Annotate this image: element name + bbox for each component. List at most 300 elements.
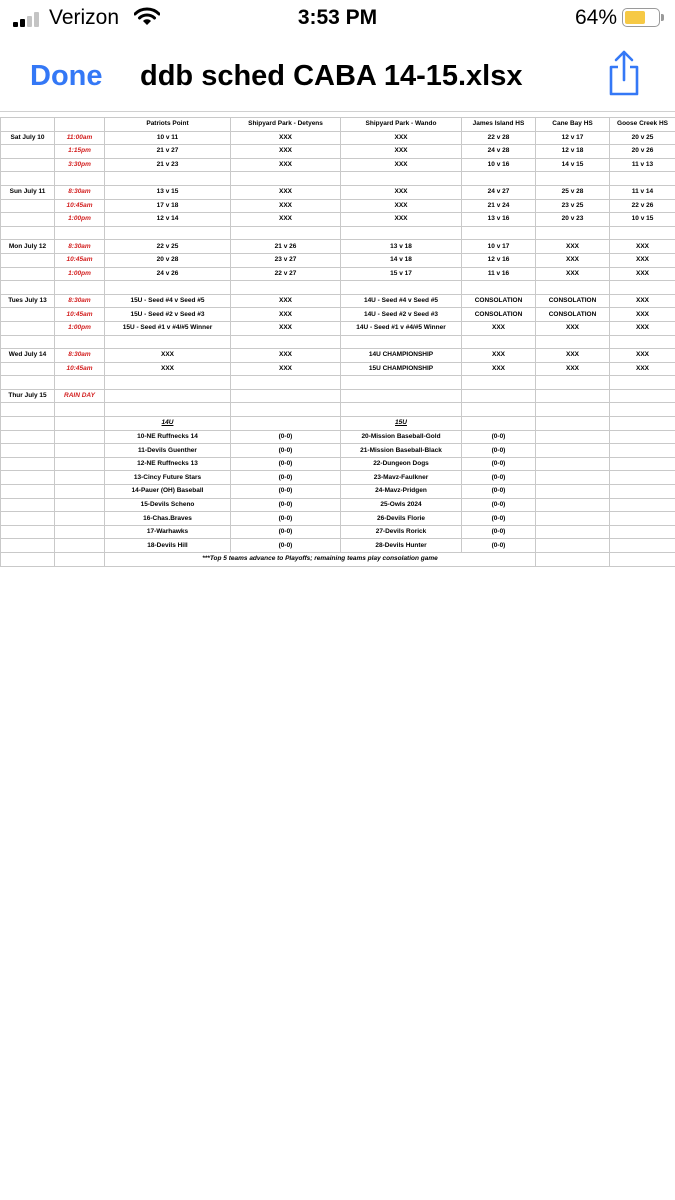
cell bbox=[1, 253, 55, 267]
game-cell: XXX bbox=[231, 131, 341, 145]
game-cell: XXX bbox=[610, 294, 675, 308]
cell bbox=[231, 172, 341, 186]
team-record: (0-0) bbox=[462, 457, 536, 471]
cell bbox=[105, 403, 231, 417]
team-15u: 27-Devils Rorick bbox=[341, 525, 462, 539]
cell bbox=[462, 281, 536, 295]
game-cell: 20 v 26 bbox=[610, 145, 675, 159]
venue-header: Patriots Point bbox=[105, 118, 231, 132]
time-slot: 10:45am bbox=[55, 253, 105, 267]
time-slot: 3:30pm bbox=[55, 158, 105, 172]
team-14u: 11-Devils Guenther bbox=[105, 444, 231, 458]
cell bbox=[462, 226, 536, 240]
game-cell: XXX bbox=[536, 362, 610, 376]
game-cell: 13 v 15 bbox=[105, 185, 231, 199]
cell bbox=[1, 213, 55, 227]
cell bbox=[105, 335, 231, 349]
game-cell: 14U - Seed #4 v Seed #5 bbox=[341, 294, 462, 308]
cell bbox=[536, 553, 610, 567]
time-slot: RAIN DAY bbox=[55, 389, 105, 403]
spreadsheet[interactable] bbox=[0, 117, 675, 567]
team-15u: 23-Mavz-Faulkner bbox=[341, 471, 462, 485]
team-row bbox=[1, 444, 675, 458]
cell bbox=[55, 539, 105, 553]
cell bbox=[231, 376, 341, 390]
game-cell: XXX bbox=[610, 349, 675, 363]
cell bbox=[610, 444, 675, 458]
team-15u: 24-Mavz-Pridgen bbox=[341, 485, 462, 499]
cell bbox=[1, 525, 55, 539]
game-cell: 20 v 28 bbox=[105, 253, 231, 267]
cell bbox=[610, 417, 675, 431]
share-icon[interactable] bbox=[606, 50, 642, 98]
schedule-row bbox=[1, 199, 675, 213]
cell bbox=[536, 485, 610, 499]
game-cell: 17 v 18 bbox=[105, 199, 231, 213]
time-slot: 10:45am bbox=[55, 308, 105, 322]
game-cell: XXX bbox=[341, 213, 462, 227]
team-record: (0-0) bbox=[462, 444, 536, 458]
game-cell: XXX bbox=[610, 240, 675, 254]
cell bbox=[1, 145, 55, 159]
cell bbox=[55, 444, 105, 458]
cell bbox=[610, 335, 675, 349]
game-cell: 23 v 25 bbox=[536, 199, 610, 213]
game-cell bbox=[341, 389, 462, 403]
game-cell: 14U CHAMPIONSHIP bbox=[341, 349, 462, 363]
game-cell: CONSOLATION bbox=[462, 308, 536, 322]
time-slot: 10:45am bbox=[55, 362, 105, 376]
schedule-row bbox=[1, 131, 675, 145]
game-cell: 20 v 25 bbox=[610, 131, 675, 145]
game-cell: 15U CHAMPIONSHIP bbox=[341, 362, 462, 376]
day-label: Sun July 11 bbox=[1, 185, 55, 199]
venue-header: Shipyard Park - Detyens bbox=[231, 118, 341, 132]
cell bbox=[55, 485, 105, 499]
game-cell: XXX bbox=[610, 362, 675, 376]
team-record: (0-0) bbox=[462, 525, 536, 539]
cell bbox=[610, 512, 675, 526]
game-cell bbox=[231, 389, 341, 403]
game-cell: 21 v 27 bbox=[105, 145, 231, 159]
time-slot: 1:00pm bbox=[55, 213, 105, 227]
game-cell: 13 v 16 bbox=[462, 213, 536, 227]
game-cell: 10 v 16 bbox=[462, 158, 536, 172]
cell bbox=[105, 226, 231, 240]
schedule-row bbox=[1, 145, 675, 159]
cell bbox=[610, 498, 675, 512]
status-time: 3:53 PM bbox=[297, 6, 378, 29]
schedule-row bbox=[1, 308, 675, 322]
cell bbox=[55, 512, 105, 526]
cell bbox=[55, 281, 105, 295]
carrier-name: Verizon bbox=[49, 6, 120, 29]
team-15u: 20-Mission Baseball-Gold bbox=[341, 430, 462, 444]
cell bbox=[1, 444, 55, 458]
cell bbox=[341, 376, 462, 390]
game-cell: 13 v 18 bbox=[341, 240, 462, 254]
cell bbox=[536, 376, 610, 390]
done-button[interactable]: Done bbox=[30, 60, 103, 92]
cell bbox=[610, 457, 675, 471]
game-cell: CONSOLATION bbox=[536, 308, 610, 322]
team-15u: 25-Owls 2024 bbox=[341, 498, 462, 512]
game-cell bbox=[462, 389, 536, 403]
time-slot: 1:15pm bbox=[55, 145, 105, 159]
game-cell: 15U - Seed #2 v Seed #3 bbox=[105, 308, 231, 322]
game-cell: 23 v 27 bbox=[231, 253, 341, 267]
game-cell: XXX bbox=[231, 362, 341, 376]
cell bbox=[536, 444, 610, 458]
game-cell: 24 v 28 bbox=[462, 145, 536, 159]
game-cell: XXX bbox=[231, 199, 341, 213]
blank-row bbox=[1, 281, 675, 295]
cell bbox=[536, 525, 610, 539]
game-cell: 11 v 16 bbox=[462, 267, 536, 281]
game-cell: CONSOLATION bbox=[536, 294, 610, 308]
schedule-row bbox=[1, 389, 675, 403]
footnote-row bbox=[1, 553, 675, 567]
battery-icon bbox=[622, 8, 660, 27]
game-cell bbox=[536, 389, 610, 403]
cell bbox=[55, 471, 105, 485]
cell bbox=[231, 417, 341, 431]
cell bbox=[536, 457, 610, 471]
game-cell: 12 v 17 bbox=[536, 131, 610, 145]
team-record: (0-0) bbox=[231, 485, 341, 499]
blank-row bbox=[1, 226, 675, 240]
cell bbox=[610, 403, 675, 417]
game-cell: XXX bbox=[341, 145, 462, 159]
game-cell: 15U - Seed #1 v #4/#5 Winner bbox=[105, 321, 231, 335]
blank-row bbox=[1, 403, 675, 417]
game-cell: XXX bbox=[341, 131, 462, 145]
game-cell: 11 v 14 bbox=[610, 185, 675, 199]
game-cell: XXX bbox=[536, 267, 610, 281]
cell bbox=[105, 376, 231, 390]
game-cell: XXX bbox=[105, 349, 231, 363]
cell bbox=[231, 403, 341, 417]
game-cell: XXX bbox=[341, 199, 462, 213]
game-cell: 14U - Seed #1 v #4/#5 Winner bbox=[341, 321, 462, 335]
game-cell: XXX bbox=[462, 321, 536, 335]
cell bbox=[536, 430, 610, 444]
cell bbox=[341, 281, 462, 295]
time-slot: 8:30am bbox=[55, 185, 105, 199]
cell bbox=[55, 118, 105, 132]
game-cell: 22 v 26 bbox=[610, 199, 675, 213]
game-cell: XXX bbox=[231, 349, 341, 363]
cell bbox=[55, 525, 105, 539]
cell bbox=[462, 376, 536, 390]
game-cell: XXX bbox=[231, 185, 341, 199]
cell bbox=[610, 553, 675, 567]
schedule-row bbox=[1, 362, 675, 376]
cell bbox=[1, 321, 55, 335]
cell bbox=[1, 172, 55, 186]
team-14u: 10-NE Ruffnecks 14 bbox=[105, 430, 231, 444]
game-cell: XXX bbox=[462, 362, 536, 376]
schedule-row bbox=[1, 349, 675, 363]
game-cell: XXX bbox=[536, 240, 610, 254]
team-14u: 12-NE Ruffnecks 13 bbox=[105, 457, 231, 471]
cell bbox=[1, 281, 55, 295]
cell bbox=[536, 281, 610, 295]
schedule-row bbox=[1, 158, 675, 172]
cell bbox=[610, 376, 675, 390]
team-record: (0-0) bbox=[231, 498, 341, 512]
day-label: Wed July 14 bbox=[1, 349, 55, 363]
cell bbox=[536, 172, 610, 186]
venue-header: Cane Bay HS bbox=[536, 118, 610, 132]
cell bbox=[536, 471, 610, 485]
team-record: (0-0) bbox=[231, 525, 341, 539]
time-slot: 8:30am bbox=[55, 294, 105, 308]
navigation-bar bbox=[0, 38, 675, 110]
cell bbox=[462, 403, 536, 417]
cell bbox=[231, 226, 341, 240]
game-cell: 20 v 23 bbox=[536, 213, 610, 227]
schedule-table bbox=[0, 117, 675, 567]
blank-row bbox=[1, 376, 675, 390]
team-record: (0-0) bbox=[231, 539, 341, 553]
division-15u-label: 15U bbox=[395, 419, 407, 427]
cell bbox=[610, 471, 675, 485]
game-cell: XXX bbox=[536, 253, 610, 267]
cell bbox=[1, 308, 55, 322]
cell bbox=[105, 172, 231, 186]
game-cell: XXX bbox=[231, 213, 341, 227]
game-cell: XXX bbox=[231, 294, 341, 308]
cell bbox=[1, 362, 55, 376]
game-cell: XXX bbox=[536, 349, 610, 363]
battery-level-fill bbox=[625, 11, 645, 24]
division-14u-label: 14U bbox=[161, 419, 174, 427]
team-record: (0-0) bbox=[231, 512, 341, 526]
game-cell: 15U - Seed #4 v Seed #5 bbox=[105, 294, 231, 308]
cell bbox=[341, 417, 462, 431]
team-row bbox=[1, 457, 675, 471]
cell bbox=[462, 417, 536, 431]
team-record: (0-0) bbox=[462, 430, 536, 444]
game-cell: XXX bbox=[105, 362, 231, 376]
cell bbox=[1, 457, 55, 471]
team-record: (0-0) bbox=[231, 457, 341, 471]
schedule-row bbox=[1, 253, 675, 267]
cell bbox=[231, 335, 341, 349]
day-label: Sat July 10 bbox=[1, 131, 55, 145]
cell bbox=[55, 553, 105, 567]
game-cell: 22 v 25 bbox=[105, 240, 231, 254]
cell bbox=[55, 172, 105, 186]
game-cell: 24 v 27 bbox=[462, 185, 536, 199]
time-slot: 8:30am bbox=[55, 240, 105, 254]
team-14u: 17-Warhawks bbox=[105, 525, 231, 539]
game-cell: 24 v 26 bbox=[105, 267, 231, 281]
cell bbox=[536, 498, 610, 512]
cell bbox=[1, 403, 55, 417]
game-cell: XXX bbox=[231, 158, 341, 172]
cell bbox=[536, 403, 610, 417]
game-cell: XXX bbox=[231, 145, 341, 159]
schedule-row bbox=[1, 213, 675, 227]
cell bbox=[55, 403, 105, 417]
footnote: ***Top 5 teams advance to Playoffs; remaining teams play consolation game bbox=[105, 553, 536, 567]
cell bbox=[105, 417, 231, 431]
venue-header: Goose Creek HS bbox=[610, 118, 675, 132]
game-cell: 21 v 24 bbox=[462, 199, 536, 213]
cell bbox=[1, 199, 55, 213]
game-cell: XXX bbox=[341, 185, 462, 199]
cell bbox=[55, 376, 105, 390]
game-cell: 12 v 18 bbox=[536, 145, 610, 159]
cell bbox=[1, 512, 55, 526]
team-record: (0-0) bbox=[231, 430, 341, 444]
schedule-row bbox=[1, 185, 675, 199]
game-cell bbox=[105, 389, 231, 403]
cell bbox=[341, 403, 462, 417]
cell bbox=[610, 525, 675, 539]
team-15u: 22-Dungeon Dogs bbox=[341, 457, 462, 471]
day-label: Mon July 12 bbox=[1, 240, 55, 254]
cell bbox=[1, 498, 55, 512]
cell bbox=[105, 281, 231, 295]
game-cell: XXX bbox=[610, 308, 675, 322]
team-15u: 28-Devils Hunter bbox=[341, 539, 462, 553]
cell bbox=[55, 498, 105, 512]
time-slot: 8:30am bbox=[55, 349, 105, 363]
game-cell: XXX bbox=[536, 321, 610, 335]
cell bbox=[610, 539, 675, 553]
day-label: Thur July 15 bbox=[1, 389, 55, 403]
schedule-row bbox=[1, 294, 675, 308]
game-cell: 10 v 11 bbox=[105, 131, 231, 145]
venue-header: Shipyard Park - Wando bbox=[341, 118, 462, 132]
cell bbox=[231, 281, 341, 295]
time-slot: 10:45am bbox=[55, 199, 105, 213]
team-record: (0-0) bbox=[462, 485, 536, 499]
team-record: (0-0) bbox=[231, 444, 341, 458]
day-label: Tues July 13 bbox=[1, 294, 55, 308]
game-cell: 14U - Seed #2 v Seed #3 bbox=[341, 308, 462, 322]
cell bbox=[1, 539, 55, 553]
status-bar bbox=[0, 0, 675, 38]
game-cell: 12 v 16 bbox=[462, 253, 536, 267]
game-cell: XXX bbox=[610, 321, 675, 335]
cell bbox=[536, 417, 610, 431]
game-cell: CONSOLATION bbox=[462, 294, 536, 308]
cell bbox=[1, 335, 55, 349]
team-15u: 26-Devils Florie bbox=[341, 512, 462, 526]
cell bbox=[1, 226, 55, 240]
cell bbox=[610, 226, 675, 240]
cell bbox=[610, 430, 675, 444]
game-cell: 15 v 17 bbox=[341, 267, 462, 281]
game-cell bbox=[610, 389, 675, 403]
game-cell: 14 v 15 bbox=[536, 158, 610, 172]
cell bbox=[1, 471, 55, 485]
cell bbox=[536, 226, 610, 240]
cell bbox=[610, 172, 675, 186]
team-14u: 14-Pauer (OH) Baseball bbox=[105, 485, 231, 499]
team-row bbox=[1, 512, 675, 526]
team-row bbox=[1, 525, 675, 539]
game-cell: 25 v 28 bbox=[536, 185, 610, 199]
game-cell: 21 v 26 bbox=[231, 240, 341, 254]
team-14u: 16-Chas.Braves bbox=[105, 512, 231, 526]
header-row bbox=[1, 118, 675, 132]
cell bbox=[536, 335, 610, 349]
game-cell: XXX bbox=[341, 158, 462, 172]
game-cell: 12 v 14 bbox=[105, 213, 231, 227]
team-14u: 13-Cincy Future Stars bbox=[105, 471, 231, 485]
blank-row bbox=[1, 335, 675, 349]
schedule-row bbox=[1, 321, 675, 335]
game-cell: 21 v 23 bbox=[105, 158, 231, 172]
cell bbox=[1, 267, 55, 281]
game-cell: 14 v 18 bbox=[341, 253, 462, 267]
time-slot: 1:00pm bbox=[55, 267, 105, 281]
team-record: (0-0) bbox=[462, 471, 536, 485]
team-14u: 15-Devils Scheno bbox=[105, 498, 231, 512]
game-cell: 22 v 27 bbox=[231, 267, 341, 281]
team-record: (0-0) bbox=[462, 539, 536, 553]
cell bbox=[341, 226, 462, 240]
schedule-row bbox=[1, 240, 675, 254]
cell bbox=[1, 376, 55, 390]
cell bbox=[1, 485, 55, 499]
team-14u: 18-Devils Hill bbox=[105, 539, 231, 553]
cell bbox=[341, 172, 462, 186]
cell bbox=[1, 553, 55, 567]
team-row bbox=[1, 498, 675, 512]
division-header-row bbox=[1, 417, 675, 431]
time-slot: 11:00am bbox=[55, 131, 105, 145]
cell bbox=[55, 417, 105, 431]
cell bbox=[610, 485, 675, 499]
cell bbox=[536, 539, 610, 553]
team-row bbox=[1, 471, 675, 485]
cell bbox=[1, 118, 55, 132]
cell bbox=[55, 226, 105, 240]
cell bbox=[55, 430, 105, 444]
game-cell: XXX bbox=[462, 349, 536, 363]
battery-percentage: 64% bbox=[574, 6, 617, 29]
game-cell: XXX bbox=[231, 321, 341, 335]
game-cell: XXX bbox=[610, 267, 675, 281]
time-slot: 1:00pm bbox=[55, 321, 105, 335]
team-15u: 21-Mission Baseball-Black bbox=[341, 444, 462, 458]
cell bbox=[462, 172, 536, 186]
document-title: ddb sched CABA 14-15.xlsx bbox=[140, 60, 523, 92]
team-record: (0-0) bbox=[462, 498, 536, 512]
nav-divider bbox=[0, 111, 675, 112]
cell bbox=[1, 430, 55, 444]
game-cell: 22 v 28 bbox=[462, 131, 536, 145]
game-cell: 10 v 17 bbox=[462, 240, 536, 254]
game-cell: 11 v 13 bbox=[610, 158, 675, 172]
cell bbox=[610, 281, 675, 295]
cell bbox=[55, 335, 105, 349]
cell bbox=[1, 158, 55, 172]
cell bbox=[462, 335, 536, 349]
team-row bbox=[1, 539, 675, 553]
team-record: (0-0) bbox=[231, 471, 341, 485]
team-row bbox=[1, 485, 675, 499]
team-record: (0-0) bbox=[462, 512, 536, 526]
blank-row bbox=[1, 172, 675, 186]
cell bbox=[341, 335, 462, 349]
